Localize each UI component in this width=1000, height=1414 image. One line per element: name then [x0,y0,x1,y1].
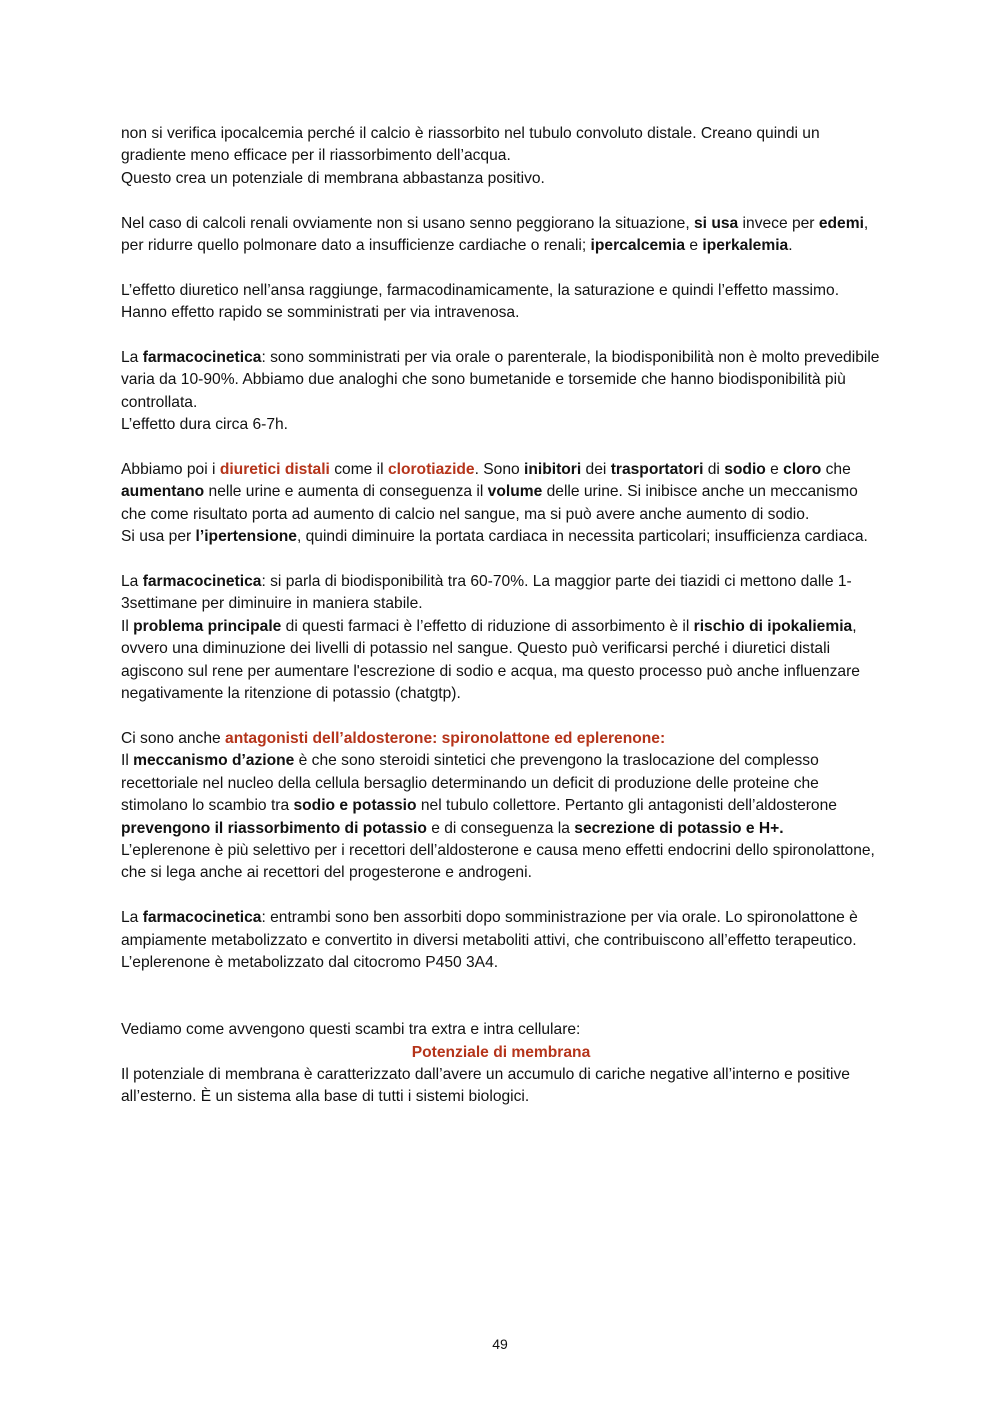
highlight-text: clorotiazide [387,461,475,479]
text: . Sono [474,461,525,479]
text: L’eplerenone è più selettivo per i recettori dell’aldosterone e causa meno effetti endocrini dello spironolattone, che si lega anche ai recettori del progesterone e androgeni. [121,841,875,882]
text: La [121,909,143,927]
document-page [121,123,881,1109]
bold-text: sodio [724,461,766,479]
text: nel tubulo collettore. Pertanto gli antagonisti dell’aldosterone [416,797,837,815]
bold-text: farmacocinetica [142,573,262,591]
text: di [703,461,725,479]
bold-text: cloro [783,461,822,479]
text: : sono somministrati per via orale o parenterale, la biodisponibilità non è molto prevedibile varia da 10-90%. Abbiamo due analoghi che sono bumetanide e torsemide che hanno biodisponibilità più controllata. [121,349,880,411]
paragraph-effetto-diuretico [121,280,881,325]
highlight-text: diuretici distali [219,461,330,479]
text: Il [121,617,134,635]
bold-text: aumentano [121,483,205,501]
bold-text: meccanismo d’azione [133,752,295,770]
text: La [121,349,143,367]
paragraph-calcoli-renali [121,213,881,258]
paragraph-farmacocinetica-tiazidi [121,571,881,705]
text: Vediamo come avvengono questi scambi tra extra e intra cellulare: [121,1021,581,1039]
section-title: Potenziale di membrana [411,1043,591,1061]
text: Il [121,752,134,770]
bold-text: secrezione di potassio e H+. [574,819,784,837]
paragraph-antagonisti-aldosterone [121,728,881,885]
text: , ovvero una diminuzione dei livelli di potassio nel sangue. Questo può verificarsi perché i diuretici distali agiscono sul rene per aumentare l'escrezione di sodio e acqua, ma questo processo può anche influenzare negativamente la ritenzione di potassio (chatgtp). [121,617,860,703]
bold-text: l’ipertensione [195,528,297,546]
bold-text: ipercalcemia [590,237,686,255]
text: L’effetto dura circa 6-7h. [121,416,289,434]
bold-text: inibitori [524,461,582,479]
page-number: 49 [492,1336,508,1352]
text: , quindi diminuire la portata cardiaca in necessita particolari; insufficienza cardiaca. [296,528,868,546]
text: che [821,461,851,479]
text: Abbiamo poi i [121,461,220,479]
paragraph-ipocalcemia [121,123,881,190]
bold-text: edemi [818,214,864,232]
bold-text: problema principale [133,617,282,635]
bold-text: trasportatori [610,461,704,479]
bold-text: rischio di ipokaliemia [693,617,853,635]
text: Si usa per [121,528,196,546]
section-potenziale [121,1019,881,1109]
text: è che sono steroidi sintetici che prevengono la traslocazione del complesso recettoriale nel nucleo della cellula bersaglio determinando un deficit di produzione delle proteine che stimolano lo scambio tra [121,752,819,815]
text: Il potenziale di membrana è caratterizzato dall’avere un accumulo di cariche negative all’interno e positive all’esterno. È un sistema alla base di tutti i sistemi biologici. [121,1065,850,1106]
text: L’effetto diuretico nell’ansa raggiunge, farmacodinamicamente, la saturazione e quindi l’effetto massimo. Hanno effetto rapido se somministrati per via intravenosa. [121,281,840,322]
text: La [121,573,143,591]
text: delle urine. Si inibisce anche un meccanismo che come risultato porta ad aumento di calcio nel sangue, ma si può avere anche aumento di sodio. [121,483,858,523]
bold-text: prevengono il riassorbimento di potassio [121,819,427,837]
text: invece per [738,214,819,232]
text: . [788,237,793,255]
bold-text: iperkalemia [702,237,789,255]
text: : entrambi sono ben assorbiti dopo somministrazione per via orale. Lo spironolattone è ampiamente metabolizzato e convertito in diversi metaboliti attivi, che contribuiscono all’effetto terapeutico. L’eplerenone è metabolizzato dal citocromo P450 3A4. [121,909,858,971]
bold-text: volume [487,483,543,501]
text: Nel caso di calcoli renali ovviamente non si usano senno peggiorano la situazione, [121,214,694,232]
paragraph-diuretici-distali [121,459,881,549]
bold-text: farmacocinetica [142,909,262,927]
paragraph-farmacocinetica-ansa [121,347,881,437]
bold-text: si usa [694,214,739,232]
text: e di conseguenza la [426,819,575,837]
bold-text: farmacocinetica [142,349,262,367]
bold-text: sodio e potassio [293,797,417,815]
text: nelle urine e aumenta di conseguenza il [204,483,488,501]
highlight-text: antagonisti dell’aldosterone: spironolattone ed eplerenone: [225,729,666,747]
text: e [685,237,703,255]
paragraph-farmacocinetica-antagonisti [121,907,881,974]
text: di questi farmaci è l’effetto di riduzione di assorbimento è il [281,617,694,635]
text: Ci sono anche [121,729,226,747]
text: : si parla di biodisponibilità tra 60-70%. La maggior parte dei tiazidi ci mettono dalle 1-3settimane per diminuire in maniera stabile. [121,573,852,613]
text: e [765,461,784,479]
text: non si verifica ipocalcemia perché il calcio è riassorbito nel tubulo convoluto distale. Creano quindi un gradiente meno efficace per il riassorbimento dell’acqua. [121,125,820,165]
text: Questo crea un potenziale di membrana abbastanza positivo. [121,169,545,187]
text: , per ridurre quello polmonare dato a insufficienze cardiache o renali; [121,214,869,255]
text: come il [329,461,388,479]
text: dei [581,461,611,479]
